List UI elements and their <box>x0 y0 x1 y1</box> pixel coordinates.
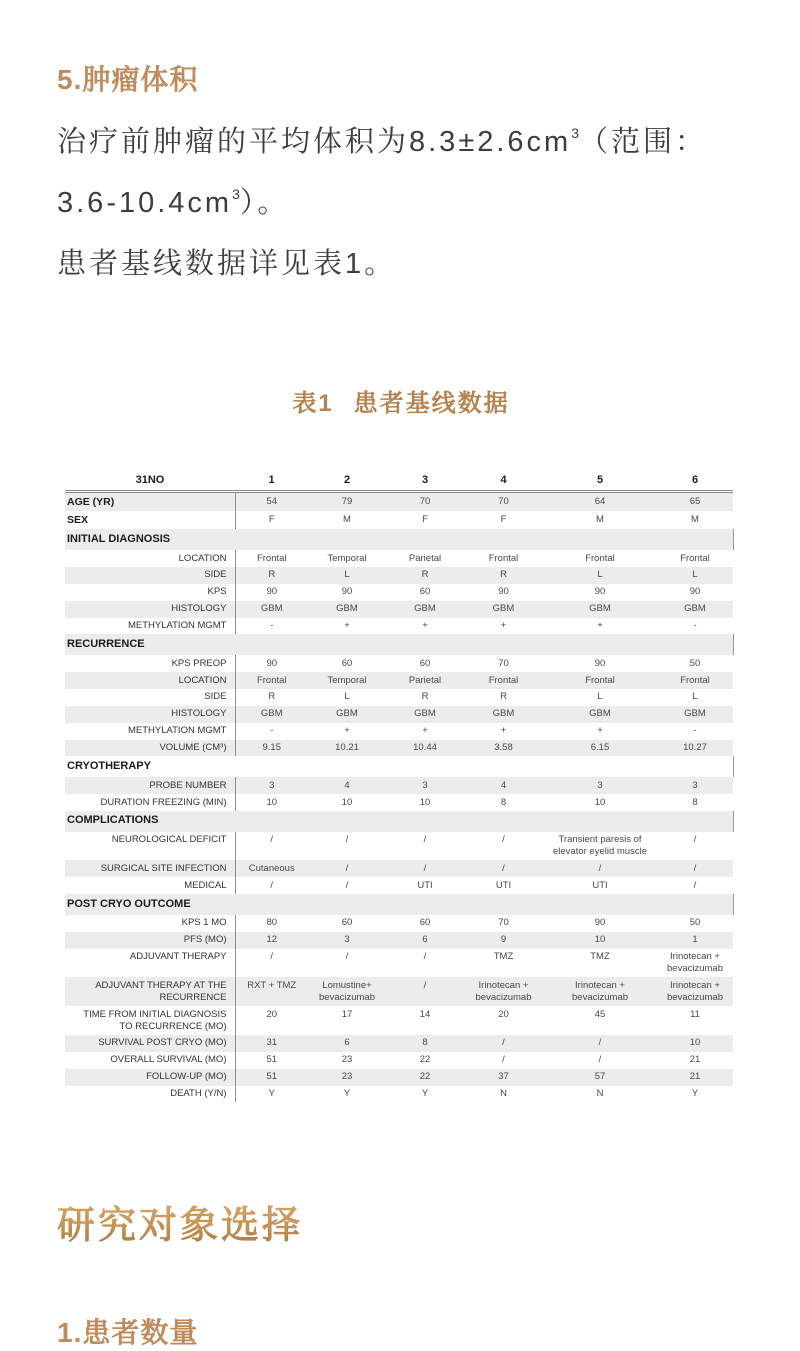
value-cell: Lomustine+ bevacizumab <box>319 979 375 1003</box>
table-row <box>65 511 733 529</box>
value-cell: 10 <box>341 796 353 808</box>
value-cell: 45 <box>594 1008 606 1020</box>
value-cell: 90 <box>594 917 606 929</box>
row-label-cell: NEUROLOGICAL DEFICIT <box>111 834 227 846</box>
row-label-cell: FOLLOW-UP (MO) <box>146 1071 227 1083</box>
value-cell: / <box>345 862 349 874</box>
value-cell: + <box>500 620 507 631</box>
table-row <box>65 832 733 861</box>
value-cell: GBM <box>336 603 358 615</box>
value-cell: F <box>235 511 308 529</box>
value-cell: 60 <box>341 917 353 929</box>
value-cell: 10 <box>689 1037 701 1049</box>
value-cell: / <box>598 862 602 874</box>
table-section-row <box>65 756 733 777</box>
table-row <box>65 655 733 672</box>
value-cell: 14 <box>419 1008 431 1020</box>
header-cell-label: 31NO <box>65 472 235 492</box>
value-cell: 90 <box>594 586 606 598</box>
value-cell: Frontal <box>680 674 710 686</box>
row-label-cell: KPS 1 MO <box>181 917 227 929</box>
value-cell: 31 <box>235 1035 308 1052</box>
value-cell: / <box>345 951 349 963</box>
value-cell: TMZ <box>590 951 610 963</box>
value-cell: GBM <box>492 603 515 615</box>
table-row <box>65 949 733 978</box>
row-label-cell: METHYLATION MGMT <box>127 620 227 631</box>
value-cell: 3 <box>597 779 603 791</box>
value-cell: 70 <box>498 657 509 669</box>
value-cell: / <box>423 862 427 874</box>
value-cell: 90 <box>498 586 509 598</box>
value-cell: 70 <box>419 495 431 507</box>
value-cell: / <box>423 979 427 991</box>
value-cell: L <box>597 569 603 581</box>
row-label-cell: SURGICAL SITE INFECTION <box>100 862 227 874</box>
value-cell: + <box>344 725 350 737</box>
table-row <box>65 1086 733 1103</box>
value-cell: 60 <box>419 586 431 598</box>
section-label-cell: INITIAL DIAGNOSIS <box>65 529 733 550</box>
value-cell: Y <box>691 1088 699 1099</box>
table-row <box>65 1006 733 1035</box>
value-cell: / <box>598 1054 602 1066</box>
value-cell: Transient paresis of elevator eyelid muscle <box>553 834 647 857</box>
table-body <box>65 492 733 1103</box>
value-cell: R <box>421 691 429 703</box>
table-head <box>65 472 733 492</box>
header-cell-patient: 5 <box>543 472 657 492</box>
value-cell: - <box>235 723 308 740</box>
row-label-cell: DEATH (Y/N) <box>170 1088 227 1099</box>
paragraph-text: ）。 <box>239 187 290 219</box>
row-label-cell: SURVIVAL POST CRYO (MO) <box>98 1037 227 1049</box>
value-cell: + <box>500 725 507 737</box>
value-cell: + <box>422 725 428 737</box>
value-cell: 79 <box>341 495 353 507</box>
value-cell: 51 <box>235 1052 308 1069</box>
table-row <box>65 492 733 512</box>
header-cell-patient: 4 <box>464 472 543 492</box>
value-cell: 6 <box>422 934 428 946</box>
value-cell: / <box>502 834 505 846</box>
value-cell: Frontal <box>235 550 308 567</box>
row-label-cell: HISTOLOGY <box>171 603 227 615</box>
table-row <box>65 672 733 689</box>
value-cell: 10 <box>419 796 431 808</box>
value-cell: / <box>693 834 697 846</box>
value-cell: RXT + TMZ <box>235 977 308 1006</box>
value-cell: Y <box>421 1088 429 1099</box>
table-row <box>65 877 733 894</box>
table-row <box>65 706 733 723</box>
row-label-cell: ADJUVANT THERAPY AT THE RECURRENCE <box>95 979 227 1003</box>
table-row <box>65 1035 733 1052</box>
value-cell: L <box>692 691 698 703</box>
value-cell: 9.15 <box>235 740 308 757</box>
value-cell: Cutaneous <box>235 860 308 877</box>
value-cell: 8 <box>500 796 507 808</box>
value-cell: 22 <box>419 1054 431 1066</box>
value-cell: GBM <box>414 708 436 720</box>
value-cell: Irinotecan + bevacizumab <box>667 979 723 1003</box>
value-cell: GBM <box>684 603 706 615</box>
value-cell: 21 <box>689 1071 701 1083</box>
value-cell: R <box>500 691 507 703</box>
table-row <box>65 618 733 635</box>
value-cell: 12 <box>235 932 308 949</box>
value-cell: 10.27 <box>683 742 707 753</box>
section-heading-patient-count: 1.患者数量 <box>57 1317 199 1349</box>
value-cell: 90 <box>235 584 308 601</box>
value-cell: 1 <box>692 934 698 946</box>
table-row <box>65 1069 733 1086</box>
row-label-cell: PROBE NUMBER <box>149 779 227 791</box>
value-cell: 20 <box>498 1008 509 1020</box>
value-cell: 10.44 <box>413 742 437 753</box>
row-label-cell: MEDICAL <box>184 879 227 891</box>
table-row <box>65 601 733 618</box>
value-cell: GBM <box>235 706 308 723</box>
value-cell: 21 <box>689 1054 701 1066</box>
table-row <box>65 584 733 601</box>
value-cell: Temporal <box>327 674 367 686</box>
table-row <box>65 689 733 706</box>
value-cell: R <box>235 567 308 584</box>
value-cell: UTI <box>417 879 433 891</box>
value-cell: / <box>502 1037 505 1049</box>
value-cell: 51 <box>235 1069 308 1086</box>
section-label-cell: CRYOTHERAPY <box>65 756 733 777</box>
table-section-row <box>65 811 733 832</box>
superscript: 3 <box>571 125 579 142</box>
value-cell: 3 <box>692 779 698 791</box>
table-section-row <box>65 894 733 915</box>
table-row <box>65 915 733 932</box>
row-label-cell: SIDE <box>204 569 227 581</box>
value-cell: GBM <box>414 603 436 615</box>
value-cell: N <box>500 1088 507 1099</box>
value-cell: / <box>235 832 308 861</box>
value-cell: 10 <box>594 796 606 808</box>
row-label-cell: SEX <box>67 513 89 526</box>
value-cell: 10.21 <box>335 742 359 753</box>
section-label-cell: COMPLICATIONS <box>65 811 733 832</box>
value-cell: + <box>344 620 350 631</box>
value-cell: R <box>421 569 429 581</box>
table-row <box>65 567 733 584</box>
table-row <box>65 1052 733 1069</box>
value-cell: F <box>500 513 507 525</box>
value-cell: 90 <box>594 657 606 669</box>
value-cell: 90 <box>341 586 353 598</box>
section-label-cell: POST CRYO OUTCOME <box>65 894 733 915</box>
section-heading-study-selection: 研究对象选择 <box>57 1194 303 1249</box>
value-cell: Frontal <box>585 674 615 686</box>
row-label-cell: OVERALL SURVIVAL (MO) <box>110 1054 227 1066</box>
value-cell: GBM <box>684 708 706 720</box>
value-cell: M <box>596 513 604 525</box>
value-cell: GBM <box>235 601 308 618</box>
value-cell: Frontal <box>585 552 615 564</box>
value-cell: 64 <box>594 495 606 507</box>
value-cell: 60 <box>341 657 353 669</box>
value-cell: 70 <box>498 917 509 929</box>
value-cell: GBM <box>589 603 611 615</box>
value-cell: Y <box>343 1088 351 1099</box>
value-cell: 23 <box>341 1071 353 1083</box>
value-cell: / <box>423 834 427 846</box>
value-cell: 90 <box>689 586 701 598</box>
row-label-cell: DURATION FREEZING (MIN) <box>100 796 227 808</box>
row-label-cell: KPS PREOP <box>171 657 227 669</box>
table-row <box>65 977 733 1006</box>
value-cell: 3 <box>235 777 308 794</box>
value-cell: 50 <box>689 917 701 929</box>
value-cell: Irinotecan + bevacizumab <box>572 979 628 1003</box>
value-cell: Frontal <box>680 552 710 564</box>
baseline-table <box>65 472 734 1102</box>
value-cell: / <box>235 949 308 978</box>
header-cell-patient: 3 <box>386 472 464 492</box>
value-cell: 10 <box>235 794 308 811</box>
row-label-cell: KPS <box>207 586 227 598</box>
value-cell: 50 <box>689 657 701 669</box>
value-cell: N <box>596 1088 604 1099</box>
value-cell: L <box>692 569 698 581</box>
value-cell: / <box>423 951 427 963</box>
value-cell: Frontal <box>488 552 519 564</box>
value-cell: M <box>343 513 351 525</box>
value-cell: UTI <box>592 879 608 891</box>
header-cell-patient: 6 <box>657 472 733 492</box>
value-cell: M <box>691 513 699 525</box>
value-cell: - <box>235 618 308 635</box>
row-label-cell: AGE (YR) <box>67 495 115 508</box>
value-cell: / <box>502 862 505 874</box>
value-cell: / <box>693 862 697 874</box>
value-cell: 60 <box>419 657 431 669</box>
header-cell-patient: 2 <box>308 472 386 492</box>
value-cell: + <box>422 620 428 631</box>
value-cell: 80 <box>235 915 308 932</box>
table-row <box>65 723 733 740</box>
paragraph-volume <box>57 112 745 234</box>
value-cell: L <box>344 569 350 581</box>
table-row <box>65 794 733 811</box>
table-row <box>65 740 733 757</box>
paragraph-see-table: 患者基线数据详见表1。 <box>57 248 397 280</box>
value-cell: 20 <box>235 1006 308 1035</box>
value-cell: GBM <box>492 708 515 720</box>
row-label-cell: TIME FROM INITIAL DIAGNOSIS TO RECURRENCE (MO) <box>83 1008 227 1032</box>
superscript: 3 <box>232 186 240 203</box>
value-cell: / <box>598 1037 602 1049</box>
table-section-row <box>65 634 733 655</box>
value-cell: + <box>597 725 603 737</box>
value-cell: L <box>597 691 603 703</box>
value-cell: R <box>235 689 308 706</box>
value-cell: 4 <box>344 779 350 791</box>
value-cell: 54 <box>235 492 308 512</box>
value-cell: GBM <box>589 708 611 720</box>
value-cell: 37 <box>498 1071 509 1083</box>
value-cell: 90 <box>235 655 308 672</box>
value-cell: 6.15 <box>590 742 610 753</box>
row-label-cell: METHYLATION MGMT <box>127 725 227 737</box>
row-label-cell: LOCATION <box>178 674 227 686</box>
value-cell: / <box>235 877 308 894</box>
value-cell: 17 <box>341 1008 353 1020</box>
value-cell: TMZ <box>493 951 514 963</box>
value-cell: Irinotecan + bevacizumab <box>667 951 723 974</box>
value-cell: L <box>344 691 350 703</box>
value-cell: 6 <box>344 1037 350 1049</box>
table-header-row <box>65 472 733 492</box>
row-label-cell: PFS (MO) <box>183 934 227 946</box>
row-label-cell: SIDE <box>204 691 227 703</box>
value-cell: 70 <box>498 495 509 507</box>
value-cell: 3 <box>422 779 428 791</box>
value-cell: R <box>500 569 507 581</box>
section-label-cell: RECURRENCE <box>65 634 733 655</box>
value-cell: Temporal <box>327 552 367 564</box>
value-cell: - <box>693 620 697 631</box>
table-row <box>65 860 733 877</box>
value-cell: Parietal <box>408 552 442 564</box>
value-cell: 9 <box>500 934 507 946</box>
value-cell: GBM <box>336 708 358 720</box>
value-cell: 65 <box>689 495 701 507</box>
value-cell: 11 <box>690 1008 700 1020</box>
header-cell-patient: 1 <box>235 472 308 492</box>
value-cell: 3.58 <box>494 742 513 753</box>
value-cell: + <box>597 620 603 631</box>
table-caption-label: 表1 <box>292 390 334 417</box>
table-caption-title: 患者基线数据 <box>353 390 510 417</box>
value-cell: Frontal <box>235 672 308 689</box>
row-label-cell: ADJUVANT THERAPY <box>129 951 227 963</box>
value-cell: 22 <box>419 1071 431 1083</box>
table-row <box>65 550 733 567</box>
table-section-row <box>65 529 733 550</box>
paragraph-text: （范围：3.6-10.4cm <box>57 126 708 219</box>
value-cell: 57 <box>594 1071 606 1083</box>
value-cell: 3 <box>344 934 350 946</box>
value-cell: Irinotecan + bevacizumab <box>475 979 532 1003</box>
value-cell: 8 <box>422 1037 428 1049</box>
value-cell: / <box>502 1054 505 1066</box>
value-cell: / <box>345 879 349 891</box>
value-cell: 4 <box>500 779 507 791</box>
table-row <box>65 777 733 794</box>
table-row <box>65 932 733 949</box>
value-cell: Parietal <box>408 674 442 686</box>
value-cell: Frontal <box>488 674 519 686</box>
value-cell: 60 <box>419 917 431 929</box>
row-label-cell: VOLUME (CM³) <box>159 742 227 753</box>
value-cell: / <box>693 879 697 891</box>
section-heading-tumor-volume: 5.肿瘤体积 <box>57 64 199 95</box>
value-cell: / <box>345 834 349 846</box>
value-cell: - <box>693 725 697 737</box>
value-cell: UTI <box>495 879 512 891</box>
row-label-cell: HISTOLOGY <box>171 708 227 720</box>
paragraph-text: 治疗前肿瘤的平均体积为8.3±2.6cm <box>57 126 572 158</box>
value-cell: 8 <box>692 796 698 808</box>
value-cell: 10 <box>594 934 606 946</box>
value-cell: 23 <box>341 1054 353 1066</box>
baseline-table-container <box>65 472 745 1102</box>
value-cell: Y <box>235 1086 308 1103</box>
table-caption <box>57 383 745 418</box>
row-label-cell: LOCATION <box>178 552 227 564</box>
value-cell: F <box>422 513 428 525</box>
